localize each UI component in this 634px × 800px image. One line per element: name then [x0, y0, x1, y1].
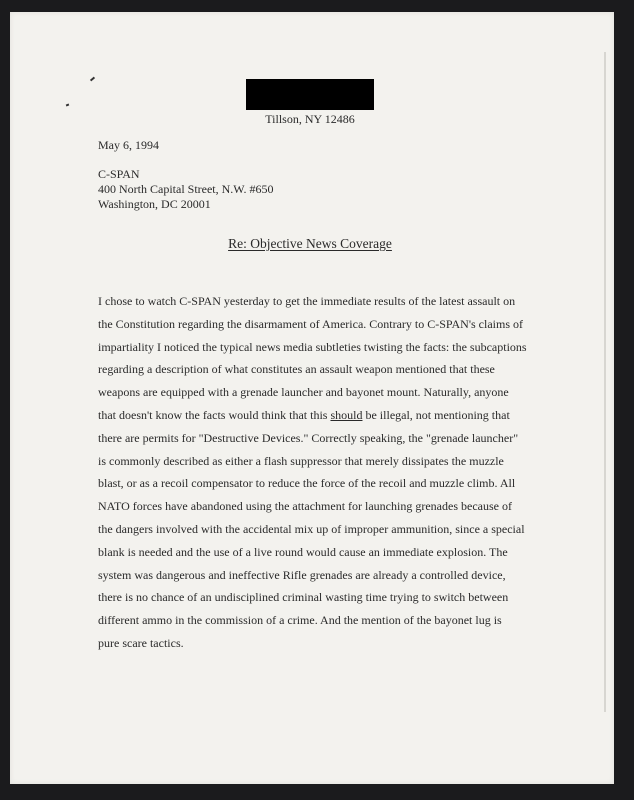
- body-line: is commonly described as either a flash suppressor that merely dissipates the muzzle: [98, 453, 504, 468]
- body-line: different ammo in the commission of a crime. And the mention of the bayonet lug is: [98, 613, 502, 628]
- letter-page: [10, 12, 614, 784]
- letter-date: May 6, 1994: [98, 138, 159, 152]
- stray-mark: [90, 77, 95, 82]
- page-edge-shadow: [604, 52, 606, 712]
- recipient-line: C-SPAN: [98, 167, 140, 181]
- body-line: that doesn't know the facts would think that this should be illegal, not mentioning that: [98, 407, 510, 422]
- body-line: weapons are equipped with a grenade launcher and bayonet mount. Naturally, anyone: [98, 385, 509, 400]
- body-line: impartiality I noticed the typical news media subtleties twisting the facts: the subcaptions: [98, 339, 527, 354]
- body-line: I chose to watch C-SPAN yesterday to get the immediate results of the latest assault on: [98, 294, 516, 308]
- body-line: NATO forces have abandoned using the attachment for launching grenades because of: [98, 499, 512, 514]
- subject-line: Re: Objective News Coverage: [228, 236, 392, 251]
- recipient-line: 400 North Capital Street, N.W. #650: [98, 182, 274, 196]
- body-line: there are permits for "Destructive Devices." Correctly speaking, the "grenade launcher": [98, 430, 519, 445]
- body-line: the dangers involved with the accidental mix up of improper ammunition, since a special: [98, 521, 525, 536]
- body-line: blank is needed and the use of a live round would cause an immediate explosion. The: [98, 544, 508, 559]
- redacted-sender-block: [246, 79, 374, 110]
- body-line: blast, or as a recoil compensator to reduce the force of the recoil and muzzle climb. All: [98, 476, 516, 491]
- stray-mark: [66, 104, 70, 107]
- return-address: Tillson, NY 12486: [265, 112, 355, 126]
- body-line: pure scare tactics.: [98, 635, 184, 650]
- body-line: regarding a description of what constitutes an assault weapon mentioned that these: [98, 362, 495, 377]
- letter-body: [98, 290, 538, 655]
- body-line: the Constitution regarding the disarmament of America. Contrary to C-SPAN's claims of: [98, 316, 523, 331]
- body-line: there is no chance of an undisciplined criminal wasting time trying to switch between: [98, 590, 509, 605]
- body-line: system was dangerous and ineffective Rifle grenades are already a controlled device,: [98, 567, 506, 582]
- recipient-line: Washington, DC 20001: [98, 197, 211, 211]
- recipient-address: [98, 167, 274, 212]
